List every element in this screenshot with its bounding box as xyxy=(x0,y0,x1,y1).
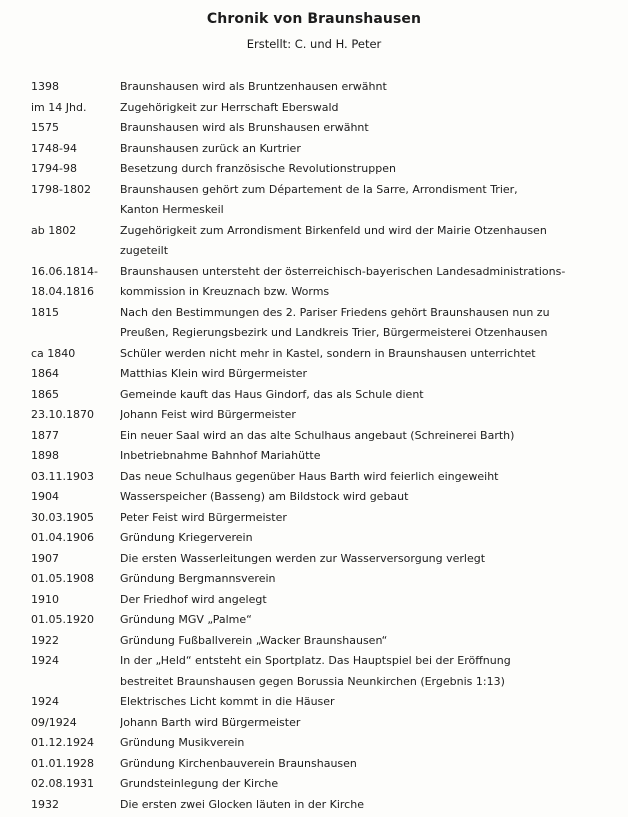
chronicle-entry xyxy=(0,98,628,119)
entry-date-line: 01.01.1928 xyxy=(31,756,94,770)
entry-date xyxy=(0,590,120,611)
chronicle-entry xyxy=(0,487,628,508)
chronicle-entry xyxy=(0,713,628,734)
chronicle-entry xyxy=(0,385,628,406)
entry-date xyxy=(0,139,120,160)
entry-text-line: In der „Held“ entsteht ein Sportplatz. Das Hauptspiel bei der Eröffnung xyxy=(120,654,511,667)
entry-date-line: 1904 xyxy=(31,490,59,503)
entry-text xyxy=(120,692,610,713)
entry-text xyxy=(120,405,610,426)
entry-text xyxy=(120,98,610,119)
entry-date xyxy=(0,426,120,447)
entry-date xyxy=(0,446,120,467)
entry-date xyxy=(0,180,120,221)
chronicle-entry xyxy=(0,590,628,611)
entry-date xyxy=(0,77,120,98)
entry-date xyxy=(0,221,120,262)
entry-text xyxy=(120,528,610,549)
entry-date-line: 1907 xyxy=(31,551,59,565)
entry-text xyxy=(120,774,610,795)
entry-text-line: Gründung Musikverein xyxy=(120,736,245,749)
entry-text-line: Matthias Klein wird Bürgermeister xyxy=(120,367,308,380)
chronicle-entry xyxy=(0,303,628,344)
chronicle-entry xyxy=(0,426,628,447)
entry-date xyxy=(0,385,120,406)
entry-text-line: Der Friedhof wird angelegt xyxy=(120,592,267,606)
entry-date-line: 01.04.1906 xyxy=(31,531,94,544)
entry-text xyxy=(120,139,610,160)
entry-text-line: Preußen, Regierungsbezirk und Landkreis Trier, Bürgermeisterei Otzenhausen xyxy=(120,326,548,339)
entry-date xyxy=(0,774,120,795)
chronicle-entry xyxy=(0,528,628,549)
entry-date xyxy=(0,631,120,652)
entry-text-line: bestreitet Braunshausen gegen Borussia Neunkirchen (Ergebnis 1:13) xyxy=(120,674,505,688)
entry-text xyxy=(120,631,610,652)
entry-date xyxy=(0,405,120,426)
entry-text-line: Johann Barth wird Bürgermeister xyxy=(120,715,301,729)
chronicle-entry xyxy=(0,569,628,590)
entry-date xyxy=(0,98,120,119)
entry-text xyxy=(120,446,610,467)
entry-date xyxy=(0,795,120,816)
entry-date xyxy=(0,528,120,549)
entry-date xyxy=(0,713,120,734)
entry-text-line: Das neue Schulhaus gegenüber Haus Barth wird feierlich eingeweiht xyxy=(120,469,499,483)
entry-date-line: 1924 xyxy=(31,654,59,667)
chronicle-entry xyxy=(0,446,628,467)
entry-text-line: Gründung Kirchenbauverein Braunshausen xyxy=(120,756,357,770)
entry-date-line: 1922 xyxy=(31,633,59,647)
entry-text-line: Braunshausen wird als Bruntzenhausen erwähnt xyxy=(120,80,387,93)
entry-date xyxy=(0,364,120,385)
chronicle-entry xyxy=(0,77,628,98)
entry-date-line: 1798-1802 xyxy=(31,182,91,196)
chronicle-entry xyxy=(0,610,628,631)
entry-date xyxy=(0,487,120,508)
chronicle-entry xyxy=(0,221,628,262)
entry-date xyxy=(0,651,120,692)
entry-text-line: Wasserspeicher (Basseng) am Bildstock wird gebaut xyxy=(120,490,409,503)
entry-date-line: 01.12.1924 xyxy=(31,736,94,749)
chronicle-entry xyxy=(0,774,628,795)
entry-text xyxy=(120,118,610,139)
chronicle-entry xyxy=(0,364,628,385)
entry-date xyxy=(0,610,120,631)
entry-date-line: 1910 xyxy=(31,592,59,606)
entry-text xyxy=(120,733,610,754)
entry-text xyxy=(120,487,610,508)
entry-text-line: Gründung MGV „Palme“ xyxy=(120,613,252,626)
entry-date xyxy=(0,344,120,365)
entry-date-line: 01.05.1908 xyxy=(31,572,94,585)
entry-date xyxy=(0,159,120,180)
entry-date xyxy=(0,118,120,139)
entry-date xyxy=(0,262,120,303)
entry-text-line: Kanton Hermeskeil xyxy=(120,203,224,216)
entry-date-line: 1898 xyxy=(31,449,59,462)
entry-date-line: im 14 Jhd. xyxy=(31,100,87,114)
entry-text-line: Zugehörigkeit zum Arrondisment Birkenfeld und wird der Mairie Otzenhausen xyxy=(120,223,547,237)
entry-date xyxy=(0,303,120,344)
entry-text-line: Nach den Bestimmungen des 2. Pariser Friedens gehört Braunshausen nun zu xyxy=(120,305,550,319)
chronicle-entry xyxy=(0,651,628,692)
entry-date-line: 1864 xyxy=(31,367,59,380)
entry-date-line: 23.10.1870 xyxy=(31,408,94,421)
entry-text-line: Inbetriebnahme Bahnhof Mariahütte xyxy=(120,449,321,462)
entry-date xyxy=(0,569,120,590)
chronicle-entry xyxy=(0,549,628,570)
entry-text-line: Braunshausen untersteht der österreichisch-bayerischen Landesadministrations- xyxy=(120,264,566,278)
entry-text-line: Schüler werden nicht mehr in Kastel, sondern in Braunshausen unterrichtet xyxy=(120,346,536,360)
chronicle-entry xyxy=(0,180,628,221)
entry-date-line: 1794-98 xyxy=(31,162,77,175)
entry-text xyxy=(120,569,610,590)
chronicle-entry xyxy=(0,118,628,139)
chronicle-entry xyxy=(0,405,628,426)
entry-text-line: Zugehörigkeit zur Herrschaft Eberswald xyxy=(120,100,339,114)
entry-date xyxy=(0,467,120,488)
chronicle-entry xyxy=(0,733,628,754)
chronicle-entry xyxy=(0,344,628,365)
entry-text-line: Braunshausen zurück an Kurtrier xyxy=(120,141,301,155)
chronicle-entry xyxy=(0,262,628,303)
chronicle-entry xyxy=(0,467,628,488)
entry-date-line: 03.11.1903 xyxy=(31,469,94,483)
entry-text-line: Die ersten zwei Glocken läuten in der Kirche xyxy=(120,797,364,811)
entry-text xyxy=(120,508,610,529)
entry-text-line: kommission in Kreuznach bzw. Worms xyxy=(120,285,330,298)
entry-text xyxy=(120,754,610,775)
page-title: Chronik von Braunshausen xyxy=(206,11,422,27)
entry-text xyxy=(120,795,610,816)
entry-text-line: Ein neuer Saal wird an das alte Schulhaus angebaut (Schreinerei Barth) xyxy=(120,428,515,442)
entry-date xyxy=(0,733,120,754)
entry-text xyxy=(120,303,610,344)
entry-date-line: 09/1924 xyxy=(31,715,77,729)
entry-text xyxy=(120,549,610,570)
entry-date-line: 18.04.1816 xyxy=(31,285,94,298)
entry-text-line: Gemeinde kauft das Haus Gindorf, das als Schule dient xyxy=(120,387,424,401)
entry-text xyxy=(120,426,610,447)
entry-text xyxy=(120,713,610,734)
entry-text-line: Johann Feist wird Bürgermeister xyxy=(120,408,296,421)
chronicle-entry xyxy=(0,139,628,160)
entry-date xyxy=(0,754,120,775)
entry-text-line: zugeteilt xyxy=(120,244,169,257)
page-subtitle: Erstellt: C. und H. Peter xyxy=(246,37,382,51)
entry-date-line: 1924 xyxy=(31,695,59,708)
entry-text-line: Besetzung durch französische Revolutionstruppen xyxy=(120,162,396,175)
entry-text-line: Braunshausen wird als Brunshausen erwähnt xyxy=(120,121,369,134)
entry-text-line: Gründung Bergmannsverein xyxy=(120,572,276,585)
entry-text-line: Peter Feist wird Bürgermeister xyxy=(120,510,287,524)
entry-date-line: 01.05.1920 xyxy=(31,613,94,626)
entry-text xyxy=(120,262,610,303)
entry-date-line: 1748-94 xyxy=(31,141,77,155)
entry-text xyxy=(120,651,610,692)
entry-date-line: 1865 xyxy=(31,387,59,401)
entry-date xyxy=(0,508,120,529)
entry-date xyxy=(0,549,120,570)
chronicle-entry xyxy=(0,159,628,180)
entry-date-line: 02.08.1931 xyxy=(31,777,94,790)
entry-text xyxy=(120,364,610,385)
chronicle-entry xyxy=(0,754,628,775)
entry-date-line: 30.03.1905 xyxy=(31,510,94,524)
chronicle-entry xyxy=(0,631,628,652)
entry-text xyxy=(120,159,610,180)
entry-text xyxy=(120,385,610,406)
entry-text xyxy=(120,180,610,221)
entry-text xyxy=(120,77,610,98)
entry-text xyxy=(120,467,610,488)
entry-date-line: 16.06.1814- xyxy=(31,264,98,278)
chronicle-entry xyxy=(0,795,628,816)
entry-date-line: 1398 xyxy=(31,80,59,93)
entry-date xyxy=(0,692,120,713)
chronicle-entry xyxy=(0,692,628,713)
chronicle-entry xyxy=(0,508,628,529)
entry-text xyxy=(120,344,610,365)
entry-text xyxy=(120,590,610,611)
entry-text xyxy=(120,610,610,631)
entry-date-line: ab 1802 xyxy=(31,223,77,237)
entry-date-line: 1575 xyxy=(31,121,59,134)
entry-text-line: Gründung Kriegerverein xyxy=(120,531,253,544)
entry-text xyxy=(120,221,610,262)
entry-date-line: ca 1840 xyxy=(31,346,76,360)
entry-text-line: Elektrisches Licht kommt in die Häuser xyxy=(120,695,335,708)
entry-date-line: 1815 xyxy=(31,305,59,319)
chronicle-list xyxy=(0,77,628,815)
entry-text-line: Braunshausen gehört zum Département de la Sarre, Arrondisment Trier, xyxy=(120,182,518,196)
entry-text-line: Grundsteinlegung der Kirche xyxy=(120,777,279,790)
entry-date-line: 1932 xyxy=(31,797,59,811)
entry-text-line: Gründung Fußballverein „Wacker Braunshausen“ xyxy=(120,633,388,647)
entry-text-line: Die ersten Wasserleitungen werden zur Wasserversorgung verlegt xyxy=(120,551,486,565)
entry-date-line: 1877 xyxy=(31,428,59,442)
